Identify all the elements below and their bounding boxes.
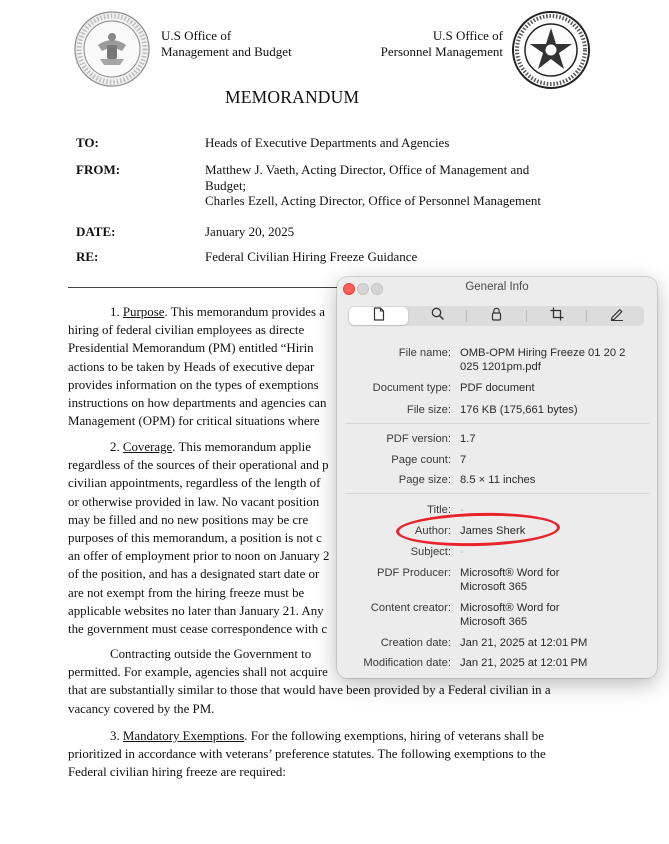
from-line1: Matthew J. Vaeth, Acting Director, Office of Management and (205, 162, 530, 177)
section-divider (345, 493, 649, 494)
from-line3: Charles Ezell, Acting Director, Office of Personnel Management (205, 193, 542, 209)
modification-date-value: Jan 21, 2025 at 12:01 PM (460, 657, 588, 669)
document-type-value: PDF document (460, 382, 535, 394)
opm-seal-logo (512, 11, 590, 89)
purpose-heading: Purpose (122, 305, 165, 319)
re-label: RE: (76, 249, 99, 264)
subject-label: Subject: (410, 546, 451, 558)
content-creator-value: Microsoft® Word for Microsoft 365 (460, 602, 560, 628)
page-count-label: Page count: (391, 454, 451, 466)
modification-date-label: Modification date: (363, 657, 451, 669)
re-value: Federal Civilian Hiring Freeze Guidance (205, 249, 418, 264)
panel-titlebar[interactable] (337, 277, 657, 299)
pdf-version-value: 1.7 (460, 433, 476, 445)
opm-name-line2: Personnel Management (380, 44, 503, 59)
pdf-version-label: PDF version: (386, 433, 451, 445)
coverage-heading: Coverage (122, 440, 173, 454)
crop-icon (550, 307, 564, 326)
file-size-value: 176 KB (175,661 bytes) (460, 404, 578, 416)
inspector-tab-bar (348, 306, 644, 326)
panel-title: General Info (465, 281, 529, 293)
memo-title: MEMORANDUM (225, 87, 360, 107)
lock-icon (491, 307, 502, 326)
file-name-value: OMB-OPM Hiring Freeze 01 20 2 025 1201pm.pdf (460, 347, 626, 373)
paragraph-coverage: 2. Coverage. This memorandum applie regardless of the sources of their operational and p civilian appointments, regardless of the length of or otherwise provided in law. No vacant position may be filled and no new positions may be cre purposes of this memorandum, a position is not c an offer of employment prior to noon on January 2 of the position, and has a designated start date or are not exempt from the hiring freeze must be applicable websites no later than January 21. Any the government must cease correspondence with c (68, 440, 330, 636)
document-type-label: Document type: (372, 382, 451, 394)
page-count-value: 7 (460, 454, 467, 466)
to-value: Heads of Executive Departments and Agencies (205, 135, 450, 150)
from-label: FROM: (76, 162, 121, 177)
pdf-producer-value: Microsoft® Word for Microsoft 365 (460, 567, 560, 593)
general-info-panel (337, 277, 657, 678)
pencil-icon (610, 307, 624, 326)
section-divider (345, 423, 649, 424)
paragraph-contracting: Contracting outside the Government to permitted. For example, agencies shall not acquire that are substantially similar to those that would have been provided by a Federal civilian in a vacancy covered by the PM. (68, 647, 551, 716)
document-icon (373, 307, 385, 326)
file-size-label: File size: (406, 404, 451, 416)
pdf-producer-label: PDF Producer: (377, 567, 451, 579)
content-creator-label: Content creator: (370, 602, 451, 614)
omb-seal-logo (74, 11, 150, 87)
author-value: James Sherk (460, 525, 526, 537)
to-label: TO: (76, 135, 99, 150)
from-line2: Budget; (205, 177, 247, 193)
omb-name (161, 28, 292, 60)
date-label: DATE: (76, 224, 116, 239)
subject-value: - (460, 546, 464, 558)
omb-name-line1: U.S Office of (161, 28, 232, 43)
from-value (205, 162, 541, 209)
file-name-label: File name: (398, 347, 451, 359)
title-value: - (460, 504, 464, 516)
author-label: Author: (414, 525, 451, 537)
tab-crop[interactable] (527, 306, 586, 326)
tab-annotations[interactable] (587, 306, 646, 326)
paragraph-purpose: 1. Purpose. This memorandum provides a hiring of federal civilian employees as directe Presidential Memorandum (PM) entitled “Hirin actions to be taken by Heads of executive depar provides information on the types of exemptions instructions on how departments and agencies can Management (OPM) for critical situations where (68, 305, 327, 429)
creation-date-label: Creation date: (380, 637, 451, 649)
date-value: January 20, 2025 (205, 224, 295, 239)
page-size-value: 8.5 × 11 inches (460, 474, 536, 486)
tab-encryption[interactable] (467, 306, 526, 326)
title-label: Title: (427, 504, 451, 516)
opm-name-line1: U.S Office of (432, 28, 503, 43)
omb-name-line2: Management and Budget (161, 44, 292, 59)
header-divider (68, 287, 340, 288)
opm-name (374, 28, 503, 60)
search-icon (431, 307, 444, 325)
page-size-label: Page size: (398, 474, 451, 486)
tab-general-info[interactable] (349, 307, 408, 325)
creation-date-value: Jan 21, 2025 at 12:01 PM (460, 637, 588, 649)
mandatory-exemptions-heading: Mandatory Exemptions (122, 729, 245, 743)
tab-search[interactable] (408, 306, 467, 326)
paragraph-mandatory-exemptions: 3. Mandatory Exemptions. For the following exemptions, hiring of veterans shall be prioritized in accordance with veterans’ preference statutes. The following exemptions to the Federal civilian hiring freeze are required: (68, 729, 546, 780)
